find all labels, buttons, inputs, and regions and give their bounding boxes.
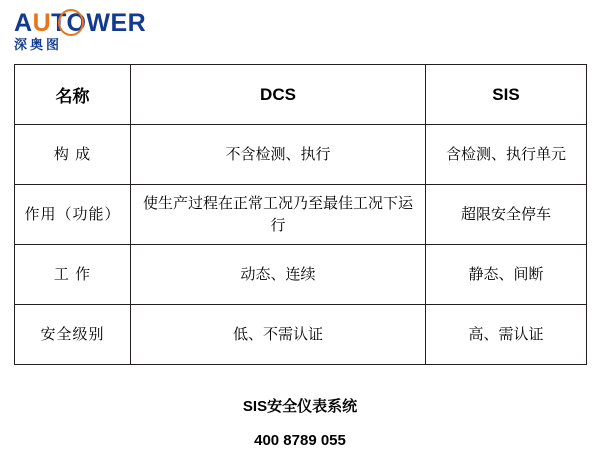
table-row [15,245,587,305]
company-logo [14,10,174,56]
row-label-operation: 工 作 [15,245,131,305]
row-label-safety-level: 安全级别 [15,305,131,365]
logo-wordmark-suffix: TOWER [51,9,147,37]
column-header-sis: SIS [426,65,587,125]
table-row [15,125,587,185]
footer-phone: 400 8789 055 [254,432,346,449]
logo-wordmark [14,10,174,36]
footer [0,394,600,454]
logo-subtitle: 深奥图 [14,37,63,52]
cell-sis-safety-level: 高、需认证 [426,305,587,365]
dcs-sis-comparison-table [14,64,587,365]
table-row [15,305,587,365]
logo-wordmark-accent: U [32,9,52,37]
row-label-composition: 构 成 [15,125,131,185]
column-header-name: 名称 [15,65,131,125]
table-row [15,185,587,245]
logo-oval-icon [58,9,84,36]
row-label-function: 作用（功能） [15,185,131,245]
cell-dcs-operation: 动态、连续 [131,245,426,305]
cell-dcs-function: 使生产过程在正常工况乃至最佳工况下运行 [131,185,426,245]
logo-wordmark-prefix: A [14,9,33,37]
cell-dcs-safety-level: 低、不需认证 [131,305,426,365]
cell-sis-composition: 含检测、执行单元 [426,125,587,185]
column-header-dcs: DCS [131,65,426,125]
cell-sis-operation: 静态、间断 [426,245,587,305]
cell-dcs-composition: 不含检测、执行 [131,125,426,185]
footer-title: SIS安全仪表系统 [242,398,358,415]
table-header-row [15,65,587,125]
cell-sis-function: 超限安全停车 [426,185,587,245]
